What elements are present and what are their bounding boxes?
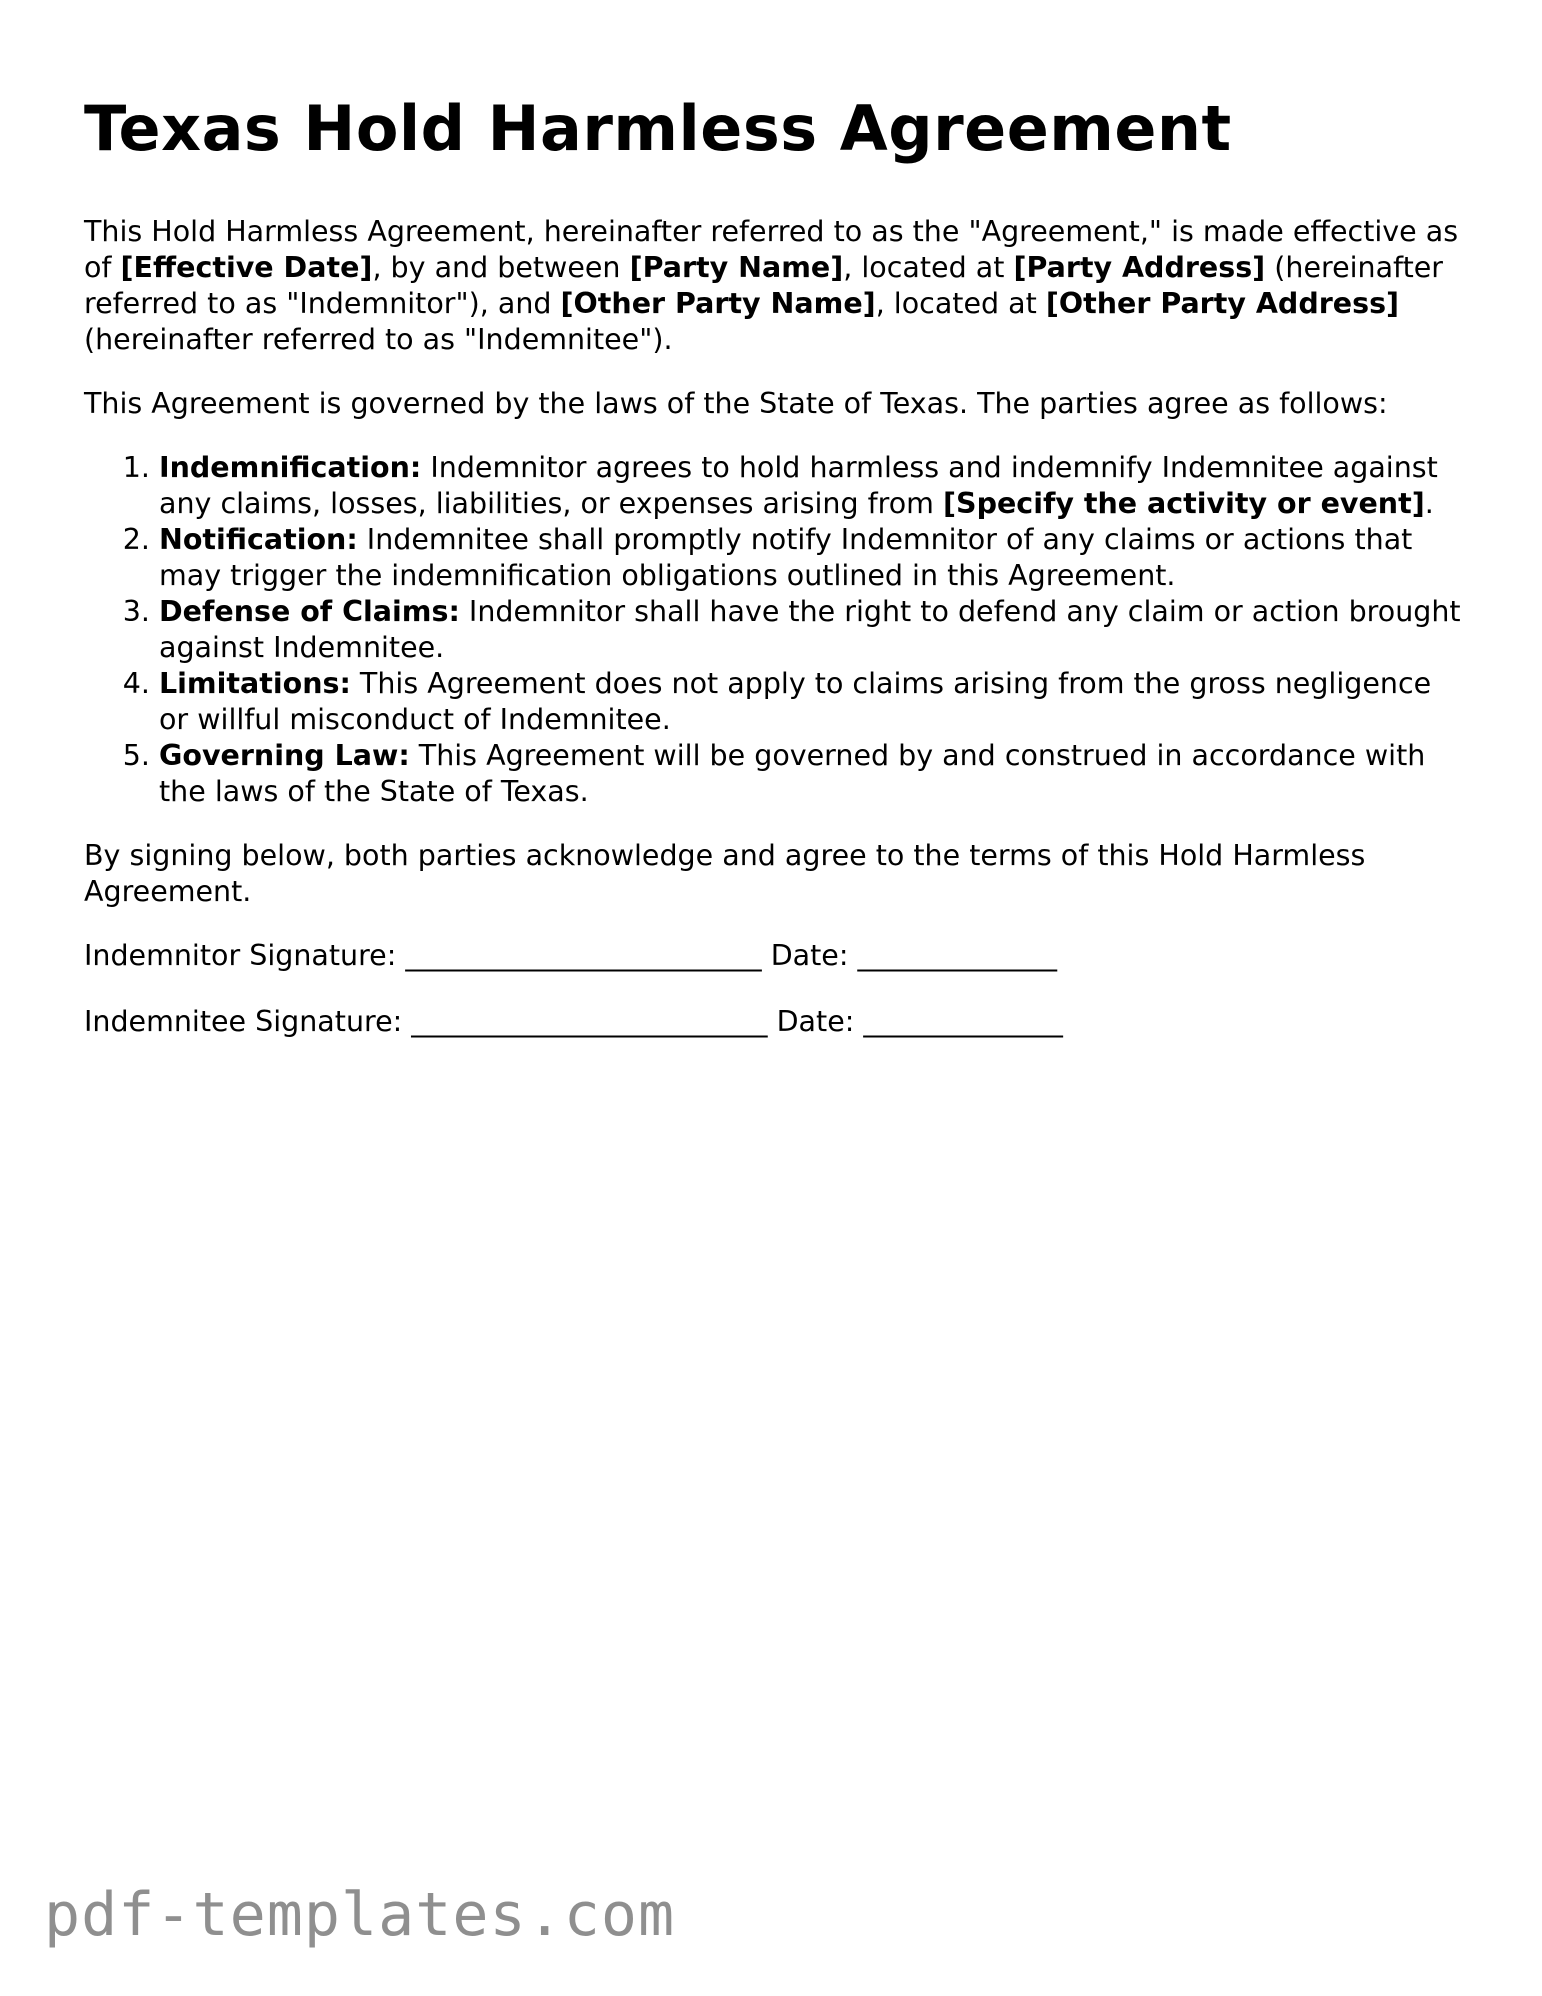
indemnitee-signature-field[interactable]: _________________________ bbox=[411, 1005, 768, 1039]
clause-label: Defense of Claims: bbox=[159, 595, 460, 629]
document-page bbox=[84, 92, 1464, 1070]
clause-text: Indemnitee shall promptly notify Indemnitor of any claims or actions that may trigger the indemnification obligations outlined in this Agreement. bbox=[159, 523, 1413, 593]
activity-placeholder: [Specify the activity or event] bbox=[943, 487, 1425, 521]
intro-text: , located at bbox=[875, 287, 1046, 321]
signature-label: Indemnitee Signature: bbox=[84, 1005, 403, 1039]
indemnitor-date-field[interactable]: ______________ bbox=[857, 939, 1057, 973]
document-title: Texas Hold Harmless Agreement bbox=[84, 92, 1232, 165]
watermark: pdf-templates.com bbox=[44, 1880, 676, 1950]
clause-indemnification bbox=[159, 450, 1464, 522]
clause-text: . bbox=[1424, 487, 1434, 521]
clause-text: Indemnitor shall have the right to defend any claim or action brought against Indemnitee. bbox=[159, 595, 1461, 665]
indemnitor-signature-line bbox=[84, 938, 1464, 974]
clause-text: This Agreement will be governed by and construed in accordance with the laws of the State of Texas. bbox=[159, 739, 1426, 809]
intro-text: (hereinafter referred to as "Indemnitor"), and bbox=[84, 251, 1444, 321]
clause-list bbox=[84, 450, 1464, 810]
clause-label: Notification: bbox=[159, 523, 358, 557]
clause-label: Limitations: bbox=[159, 667, 351, 701]
date-label: Date: bbox=[776, 1005, 855, 1039]
party-address-placeholder: [Party Address] bbox=[1013, 251, 1266, 285]
clause-notification bbox=[159, 522, 1464, 594]
intro-text: , by and between bbox=[372, 251, 630, 285]
intro-text: (hereinafter referred to as "Indemnitee"). bbox=[84, 323, 673, 357]
governing-paragraph: This Agreement is governed by the laws of the State of Texas. The parties agree as follows: bbox=[84, 387, 1388, 421]
clause-label: Governing Law: bbox=[159, 739, 410, 773]
signature-label: Indemnitor Signature: bbox=[84, 939, 397, 973]
clause-label: Indemnification: bbox=[159, 451, 422, 485]
effective-date-placeholder: [Effective Date] bbox=[120, 251, 373, 285]
intro-text: , located at bbox=[843, 251, 1014, 285]
intro-text: This Hold Harmless Agreement, hereinafter referred to as the "Agreement," is made effective as of bbox=[84, 215, 1459, 285]
clause-text: This Agreement does not apply to claims arising from the gross negligence or willful misconduct of Indemnitee. bbox=[159, 667, 1432, 737]
indemnitee-signature-line bbox=[84, 1004, 1464, 1040]
indemnitor-signature-field[interactable]: _________________________ bbox=[405, 939, 762, 973]
party-name-placeholder: [Party Name] bbox=[629, 251, 844, 285]
indemnitee-date-field[interactable]: ______________ bbox=[863, 1005, 1063, 1039]
other-party-address-placeholder: [Other Party Address] bbox=[1045, 287, 1400, 321]
date-label: Date: bbox=[770, 939, 849, 973]
clause-text: Indemnitor agrees to hold harmless and indemnify Indemnitee against any claims, losses, liabilities, or expenses arising from bbox=[159, 451, 1438, 521]
clause-limitations bbox=[159, 666, 1464, 738]
acknowledge-paragraph: By signing below, both parties acknowledge and agree to the terms of this Hold Harmless Agreement. bbox=[84, 839, 1366, 909]
clause-governing-law bbox=[159, 738, 1464, 810]
clause-defense-of-claims bbox=[159, 594, 1464, 666]
intro-paragraph bbox=[84, 214, 1464, 358]
other-party-name-placeholder: [Other Party Name] bbox=[560, 287, 876, 321]
